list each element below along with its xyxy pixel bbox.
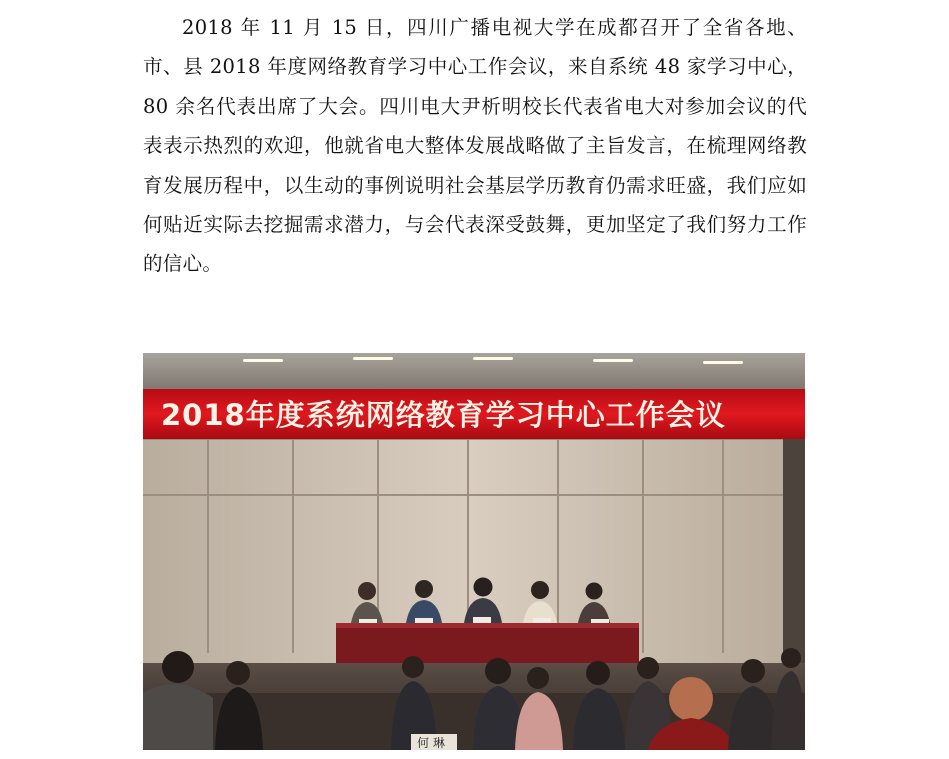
banner-text: 2018年度系统网络教育学习中心工作会议 <box>161 398 726 432</box>
head-table-top <box>336 623 639 628</box>
meeting-photo <box>143 353 805 750</box>
article-body <box>143 8 807 284</box>
audience-name-card-text: 何 琳 <box>417 736 445 750</box>
article-paragraph: 2018 年 11 月 15 日，四川广播电视大学在成都召开了全省各地、市、县 2018 年度网络教育学习中心工作会议，来自系统 48 家学习中心，80 余名代表出席了大会。四川电大尹析明校长代表省电大对参加会议的代表表示热烈的欢迎，他就省电大整体发展战略做了主旨发言，在梳理网络教育发展历程中，以生动的事例说明社会基层学历教育仍需求旺盛，我们应如何贴近实际去挖掘需求潜力，与会代表深受鼓舞，更加坚定了我们努力工作的信心。 <box>143 16 807 276</box>
